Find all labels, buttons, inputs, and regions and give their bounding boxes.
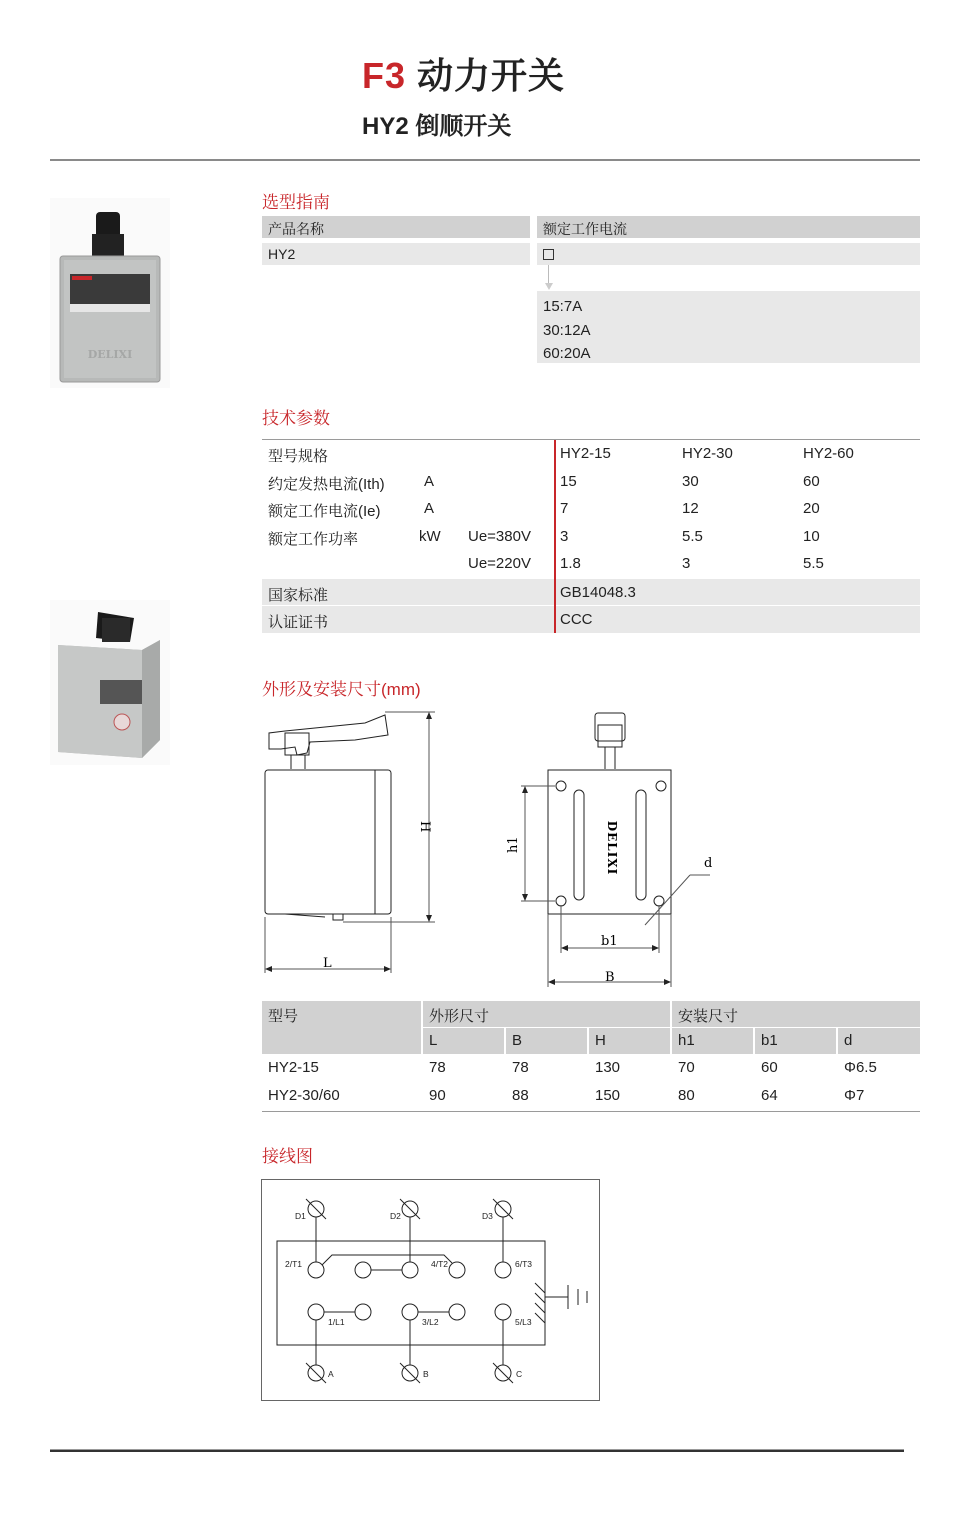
section-title-tech: 技术参数 xyxy=(262,409,330,428)
param-unit: A xyxy=(424,500,435,517)
dimension-table xyxy=(262,1001,920,1112)
product-photo-front xyxy=(50,198,170,388)
label-h1: h1 xyxy=(506,836,521,853)
selection-current-options xyxy=(537,291,920,363)
header-outer-dim: 外形尺寸 xyxy=(423,1001,670,1027)
cell-value: 70 xyxy=(678,1059,695,1076)
subheader-b1: b1 xyxy=(755,1028,836,1054)
series-name: 动力开关 xyxy=(417,55,566,96)
cell-value: 90 xyxy=(429,1087,446,1104)
table-row xyxy=(262,440,920,468)
label-b1: b1 xyxy=(601,934,618,949)
tech-params-table xyxy=(262,439,920,633)
label-L2: 3/L2 xyxy=(422,1317,439,1327)
header-install-dim: 安装尺寸 xyxy=(672,1001,920,1027)
cell-value: 78 xyxy=(429,1059,446,1076)
table-row xyxy=(262,523,920,551)
dimension-drawing xyxy=(255,705,725,995)
standard-value: GB14048.3 xyxy=(560,583,636,601)
table-row xyxy=(262,1083,920,1111)
table-row xyxy=(262,468,920,496)
param-value: HY2-15 xyxy=(560,445,611,462)
label-T2: 4/T2 xyxy=(431,1259,449,1269)
label-A: A xyxy=(328,1369,334,1379)
selection-col-product-name: 产品名称 xyxy=(262,216,530,238)
table-row xyxy=(262,550,920,578)
cell-value: 88 xyxy=(512,1087,529,1104)
selection-col-rated-current: 额定工作电流 xyxy=(537,216,920,238)
param-condition: Ue=220V xyxy=(468,555,531,572)
cell-value: 64 xyxy=(761,1087,778,1104)
product-photo-angle xyxy=(50,600,170,765)
series-code: F3 xyxy=(362,55,407,96)
table-divider-red xyxy=(554,440,556,633)
label-T3: 6/T3 xyxy=(515,1259,533,1269)
param-value: 15 xyxy=(560,472,577,490)
subheader-d: d xyxy=(838,1028,920,1054)
label-L3: 5/L3 xyxy=(515,1317,532,1327)
param-value: 12 xyxy=(682,500,699,517)
selection-current-placeholder xyxy=(537,243,920,265)
param-condition: Ue=380V xyxy=(468,527,531,545)
param-value: 7 xyxy=(560,500,569,517)
top-divider xyxy=(50,159,920,161)
label-B: B xyxy=(423,1369,429,1379)
param-value: 60 xyxy=(803,472,820,490)
option-item: 60:20A xyxy=(543,345,591,362)
cell-value: 150 xyxy=(595,1087,621,1104)
label-H: H xyxy=(417,821,432,833)
param-value: 30 xyxy=(682,472,699,490)
label-B: B xyxy=(605,970,615,985)
table-row xyxy=(262,1055,920,1083)
param-label: 型号规格 xyxy=(268,448,329,465)
subheader-L: L xyxy=(423,1028,504,1054)
cell-model: HY2-30/60 xyxy=(268,1087,340,1104)
product-title: HY2 倒顺开关 xyxy=(362,113,512,140)
label-T1: 2/T1 xyxy=(285,1259,303,1269)
cert-value: CCC xyxy=(560,611,593,628)
option-item: 15:7A xyxy=(543,298,583,315)
label-D3: D3 xyxy=(482,1211,493,1221)
param-value: HY2-60 xyxy=(803,445,854,462)
label-C: C xyxy=(516,1369,523,1379)
placeholder-box-icon xyxy=(543,249,554,260)
param-value: 5.5 xyxy=(803,555,824,572)
param-value: 3 xyxy=(682,555,691,572)
cell-value: Φ6.5 xyxy=(844,1059,877,1076)
table-header-row xyxy=(262,1001,920,1028)
cell-value: 80 xyxy=(678,1087,695,1104)
label-L: L xyxy=(323,956,332,971)
param-label: 约定发热电流(Ith) xyxy=(268,475,385,493)
cell-value: 130 xyxy=(595,1059,621,1076)
subheader-B: B xyxy=(506,1028,587,1054)
label-D1: D1 xyxy=(295,1211,306,1221)
cell-value: 78 xyxy=(512,1059,529,1076)
table-row xyxy=(262,495,920,523)
section-title-selection: 选型指南 xyxy=(262,193,330,212)
cell-value: Φ7 xyxy=(844,1087,865,1104)
label-d: d xyxy=(704,856,713,871)
wiring-diagram xyxy=(261,1179,601,1407)
standard-label: 国家标准 xyxy=(268,586,329,604)
param-label: 额定工作功率 xyxy=(268,530,359,548)
param-unit: kW xyxy=(419,527,441,545)
header-model: 型号 xyxy=(262,1001,421,1054)
bottom-divider xyxy=(50,1449,904,1452)
label-D2: D2 xyxy=(390,1211,401,1221)
table-subheader-row xyxy=(262,1028,920,1055)
selection-product-value: HY2 xyxy=(262,243,530,265)
param-unit: A xyxy=(424,472,435,490)
table-bottom-line xyxy=(262,1111,920,1112)
arrow-down-icon xyxy=(545,283,553,290)
cert-label: 认证证书 xyxy=(268,614,329,631)
param-value: 5.5 xyxy=(682,527,703,545)
param-value: 3 xyxy=(560,527,569,545)
option-item: 30:12A xyxy=(543,321,591,339)
svg-text:DELIXI: DELIXI xyxy=(87,348,133,361)
param-label: 额定工作电流(Ie) xyxy=(268,503,381,520)
brand-label: DELIXI xyxy=(605,820,619,876)
page-title xyxy=(362,48,565,99)
param-value: 1.8 xyxy=(560,555,581,572)
subheader-H: H xyxy=(589,1028,670,1054)
param-value: 10 xyxy=(803,527,820,545)
section-title-wiring: 接线图 xyxy=(262,1147,313,1166)
table-row-standard xyxy=(262,579,920,606)
cell-model: HY2-15 xyxy=(268,1059,319,1076)
section-title-dimensions: 外形及安装尺寸(mm) xyxy=(262,680,421,699)
subheader-h1: h1 xyxy=(672,1028,753,1054)
param-value: 20 xyxy=(803,500,820,517)
label-L1: 1/L1 xyxy=(328,1317,345,1327)
param-value: HY2-30 xyxy=(682,445,733,462)
cell-value: 60 xyxy=(761,1059,778,1076)
table-row-cert xyxy=(262,606,920,633)
